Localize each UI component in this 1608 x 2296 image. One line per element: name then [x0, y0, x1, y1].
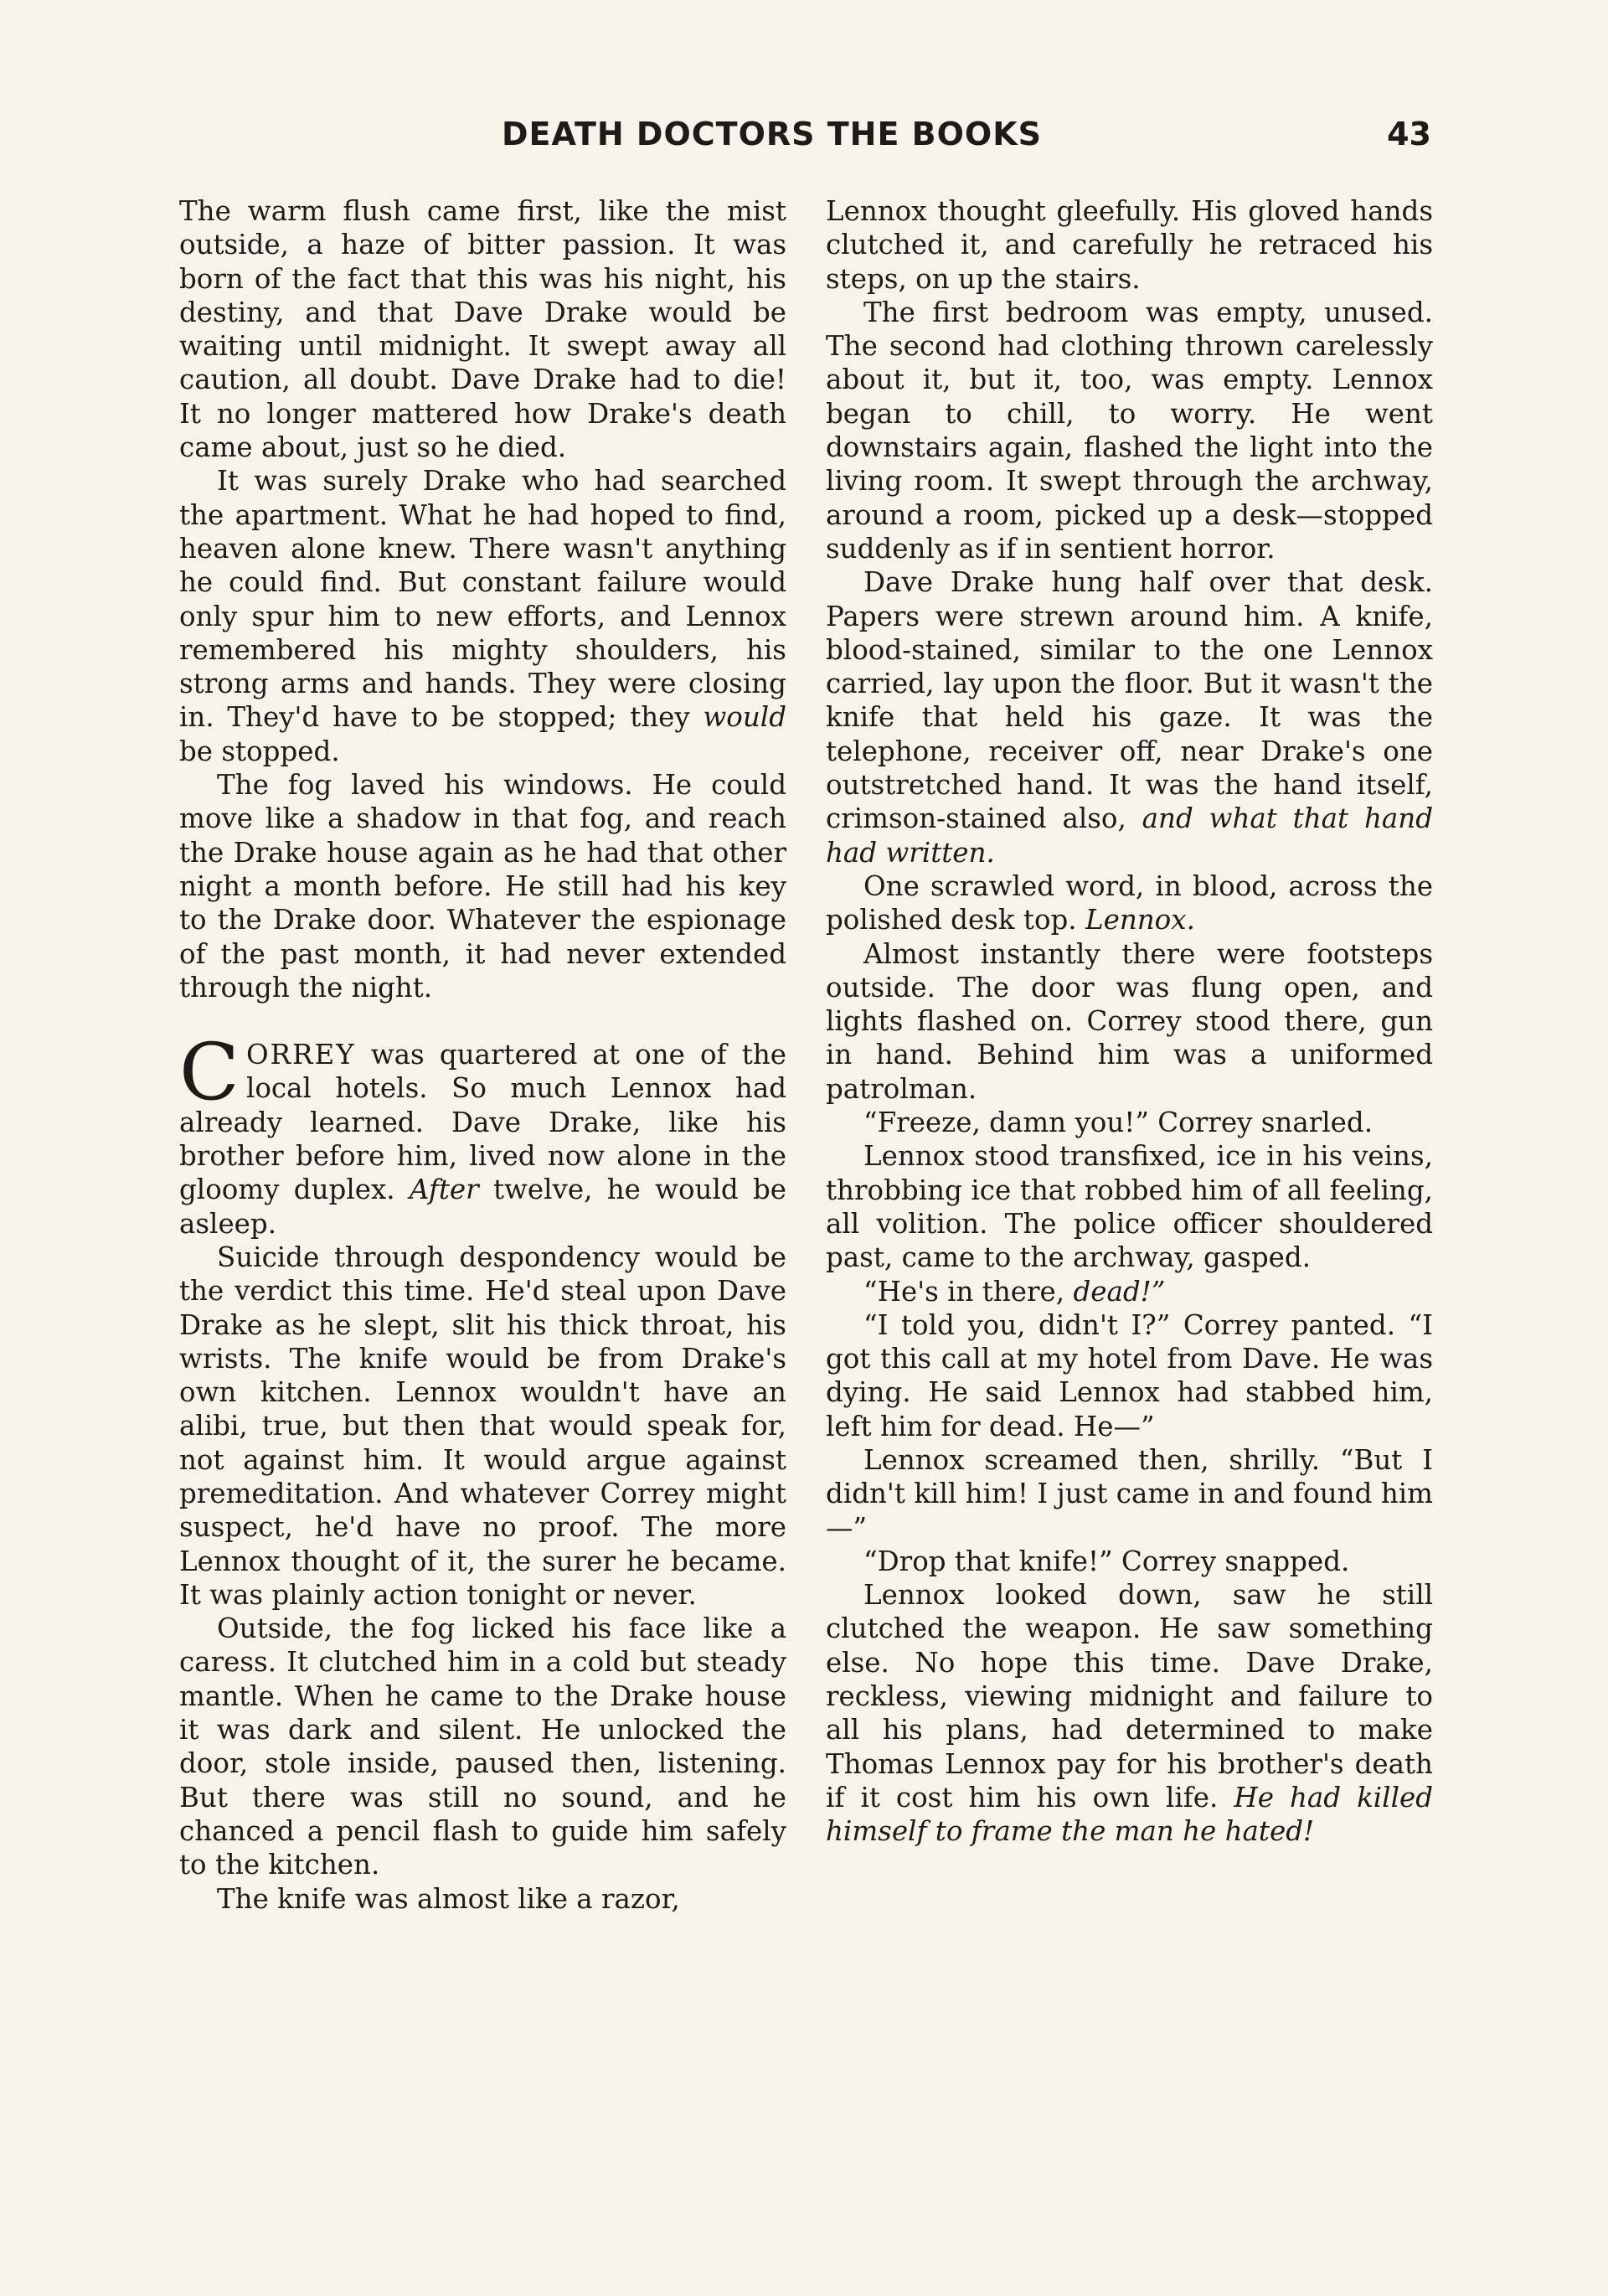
- running-title: DEATH DOCTORS THE BOOKS: [502, 116, 1043, 152]
- italic-text: dead!”: [1073, 1275, 1166, 1308]
- left-column: [179, 194, 786, 1916]
- paragraph: Lennox stood transfixed, ice in his veins, throbbing ice that robbed him of all feeling, all volition. The police officer shouldered past, came to the archway, gasped.: [826, 1140, 1433, 1274]
- paragraph: It was surely Drake who had searched the apartment. What he had hoped to find, heaven alone knew. There wasn't anything he could find. But constant failure would only spur him to new efforts, and Lennox remembered his mighty shoulders, his strong arms and hands. They were closing in. They'd have to be stopped; they would be stopped.: [179, 465, 786, 767]
- paragraph: The first bedroom was empty, unused. The second had clothing thrown carelessly about it, but it, too, was empty. Lennox began to chill, to worry. He went downstairs again, flashed the light into the living room. It swept through the archway, around a room, picked up a desk—stopped suddenly as if in sentient horror.: [826, 296, 1433, 565]
- drop-cap: C: [179, 1027, 240, 1119]
- paragraph: The warm flush came first, like the mist outside, a haze of bitter passion. It was born of the fact that this was his night, his destiny, and that Dave Drake would be waiting until midnight. It swept away all caution, all doubt. Dave Drake had to die! It no longer mattered how Drake's death came about, just so he died.: [179, 195, 786, 464]
- italic-text: Lennox.: [1085, 904, 1195, 936]
- paragraph: “Drop that knife!” Correy snapped.: [863, 1545, 1350, 1577]
- paragraph: “Freeze, damn you!” Correy snarled.: [863, 1107, 1374, 1139]
- page-number: 43: [1387, 116, 1431, 152]
- paragraph: Lennox thought gleefully. His gloved hands clutched it, and carefully he retraced his steps, on up the stairs.: [826, 195, 1433, 295]
- right-column: [826, 194, 1433, 1849]
- italic-text: would: [703, 701, 786, 734]
- paragraph: Dave Drake hung half over that desk. Papers were strewn around him. A knife, blood-stained, similar to the one Lennox carried, lay upon the floor. But it wasn't the knife that held his gaze. It was the telephone, receiver off, near Drake's one outstretched hand. It was the hand itself, crimson-stained also, and what that hand had written.: [826, 566, 1433, 869]
- page-header: [179, 116, 1431, 157]
- italic-text: After: [409, 1174, 479, 1206]
- italic-text: He had killed himself to frame the man he hated!: [826, 1781, 1434, 1848]
- paragraph: The fog laved his windows. He could move like a shadow in that fog, and reach the Drake house again as he had that other night a month before. He still had his key to the Drake door. Whatever the espionage of the past month, it had never extended through the night.: [179, 769, 786, 1004]
- paragraph: Suicide through despondency would be the verdict this time. He'd steal upon Dave Drake as he slept, slit his thick throat, his wrists. The knife would be from Drake's own kitchen. Lennox wouldn't have an alibi, true, but then that would speak for, not against him. It would argue against premeditation. And whatever Correy might suspect, he'd have no proof. The more Lennox thought of it, the surer he became. It was plainly action tonight or never.: [179, 1241, 786, 1611]
- paragraph: Lennox screamed then, shrilly. “But I didn't kill him! I just came in and found him—”: [826, 1443, 1433, 1544]
- paragraph: Outside, the fog licked his face like a caress. It clutched him in a cold but steady mantle. When he came to the Drake house it was dark and silent. He unlocked the door, stole inside, paused then, listening. But there was still no sound, and he chanced a pencil flash to guide him safely to the kitchen.: [179, 1612, 786, 1881]
- section-opening-paragraph: CORREY was quartered at one of the local hotels. So much Lennox had already learned. Dave Drake, like his brother before him, lived now alone in the gloomy duplex. After twelve, he would be asleep.: [179, 1027, 786, 1240]
- italic-text: and what that hand had written.: [826, 802, 1433, 869]
- paragraph: Almost instantly there were footsteps outside. The door was flung open, and lights flashed on. Correy stood there, gun in hand. Behind him was a uniformed patrolman.: [826, 937, 1433, 1105]
- small-caps-lead: ORREY: [245, 1039, 356, 1071]
- paragraph: “He's in there, dead!”: [863, 1275, 1166, 1308]
- paragraph: “I told you, didn't I?” Correy panted. “I got this call at my hotel from Dave. He was dying. He said Lennox had stabbed him, left him for dead. He—”: [826, 1308, 1433, 1442]
- paragraph: Lennox looked down, saw he still clutched the weapon. He saw something else. No hope this time. Dave Drake, reckless, viewing midnight and failure to all his plans, had determined to make Thomas Lennox pay for his brother's death if it cost him his own life. He had killed himself to frame the man he hated!: [826, 1579, 1434, 1848]
- paragraph: The knife was almost like a razor,: [217, 1882, 680, 1915]
- paragraph: One scrawled word, in blood, across the polished desk top. Lennox.: [826, 869, 1433, 936]
